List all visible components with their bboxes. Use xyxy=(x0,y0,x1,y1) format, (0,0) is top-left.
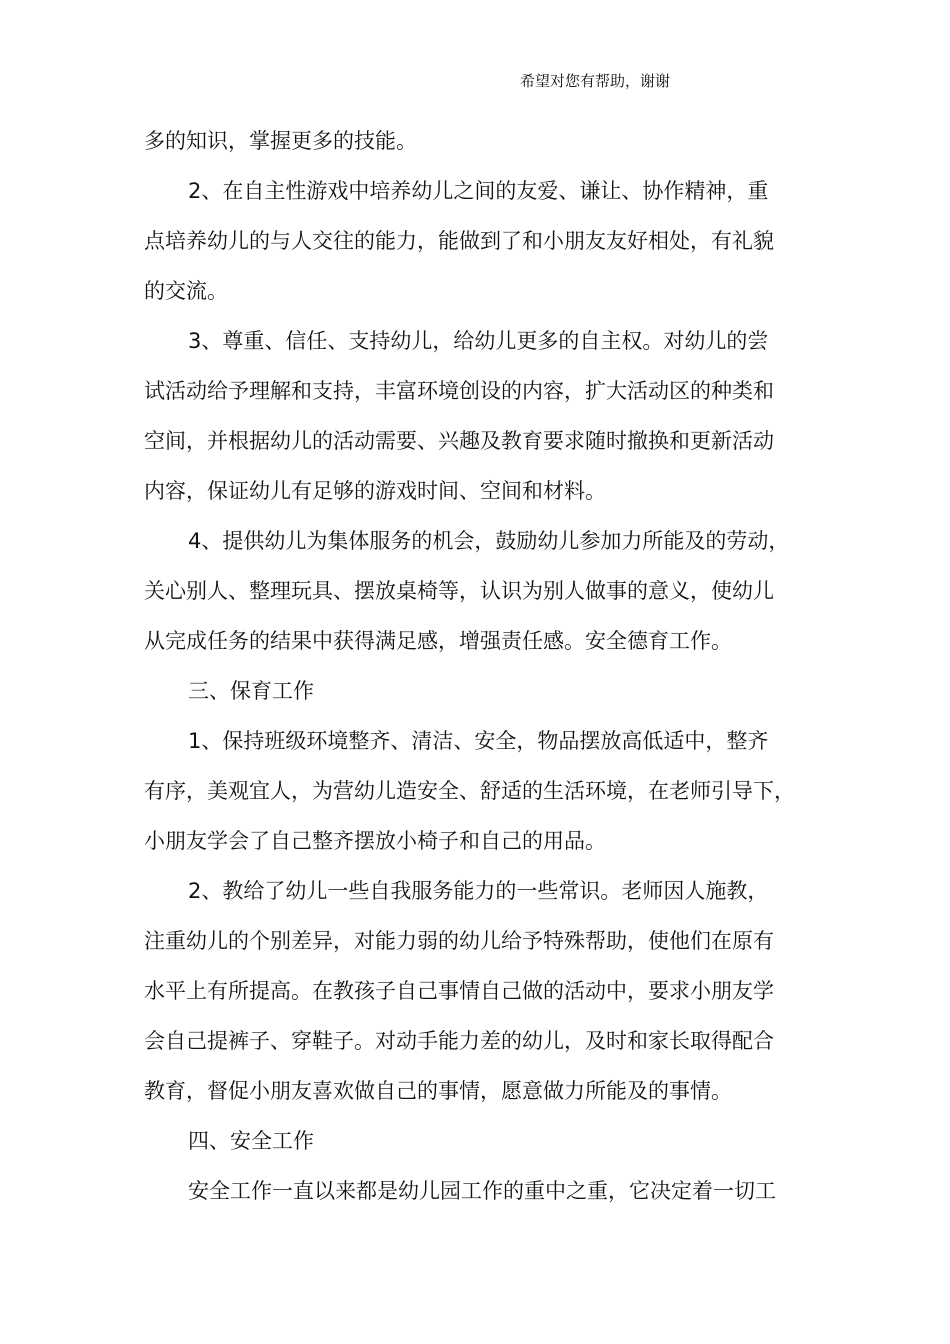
text-line: 关心别人、整理玩具、摆放桌椅等，认识为别人做事的意义，使幼儿 xyxy=(144,579,774,603)
text-line: 多的知识，掌握更多的技能。 xyxy=(144,129,417,153)
text-line: 点培养幼儿的与人交往的能力，能做到了和小朋友友好相处，有礼貌 xyxy=(144,229,774,253)
text-line: 2、教给了幼儿一些自我服务能力的一些常识。老师因人施教， xyxy=(188,879,769,903)
text-line: 3、尊重、信任、支持幼儿，给幼儿更多的自主权。对幼儿的尝 xyxy=(188,329,769,353)
text-line: 有序，美观宜人，为营幼儿造安全、舒适的生活环境，在老师引导下， xyxy=(144,779,795,803)
text-line: 内容，保证幼儿有足够的游戏时间、空间和材料。 xyxy=(144,479,606,503)
text-line: 试活动给予理解和支持，丰富环境创设的内容，扩大活动区的种类和 xyxy=(144,379,774,403)
text-line: 安全工作一直以来都是幼儿园工作的重中之重，它决定着一切工 xyxy=(188,1179,776,1203)
text-line: 1、保持班级环境整齐、清洁、安全，物品摆放高低适中，整齐 xyxy=(188,729,769,753)
section-heading: 三、保育工作 xyxy=(188,679,314,703)
section-heading: 四、安全工作 xyxy=(188,1129,314,1153)
body-text xyxy=(144,116,808,1216)
text-line: 2、在自主性游戏中培养幼儿之间的友爱、谦让、协作精神，重 xyxy=(188,179,769,203)
text-line: 小朋友学会了自己整齐摆放小椅子和自己的用品。 xyxy=(144,829,606,853)
text-line: 空间，并根据幼儿的活动需要、兴趣及教育要求随时撤换和更新活动 xyxy=(144,429,774,453)
text-line: 4、提供幼儿为集体服务的机会，鼓励幼儿参加力所能及的劳动， xyxy=(188,529,790,553)
text-line: 教育，督促小朋友喜欢做自己的事情，愿意做力所能及的事情。 xyxy=(144,1079,732,1103)
text-line: 会自己提裤子、穿鞋子。对动手能力差的幼儿，及时和家长取得配合 xyxy=(144,1029,774,1053)
text-line: 的交流。 xyxy=(144,279,228,303)
text-line: 注重幼儿的个别差异，对能力弱的幼儿给予特殊帮助，使他们在原有 xyxy=(144,929,774,953)
header-note: 希望对您有帮助，谢谢 xyxy=(520,72,671,90)
text-line: 从完成任务的结果中获得满足感，增强责任感。安全德育工作。 xyxy=(144,629,732,653)
text-line: 水平上有所提高。在教孩子自己事情自己做的活动中，要求小朋友学 xyxy=(144,979,774,1003)
